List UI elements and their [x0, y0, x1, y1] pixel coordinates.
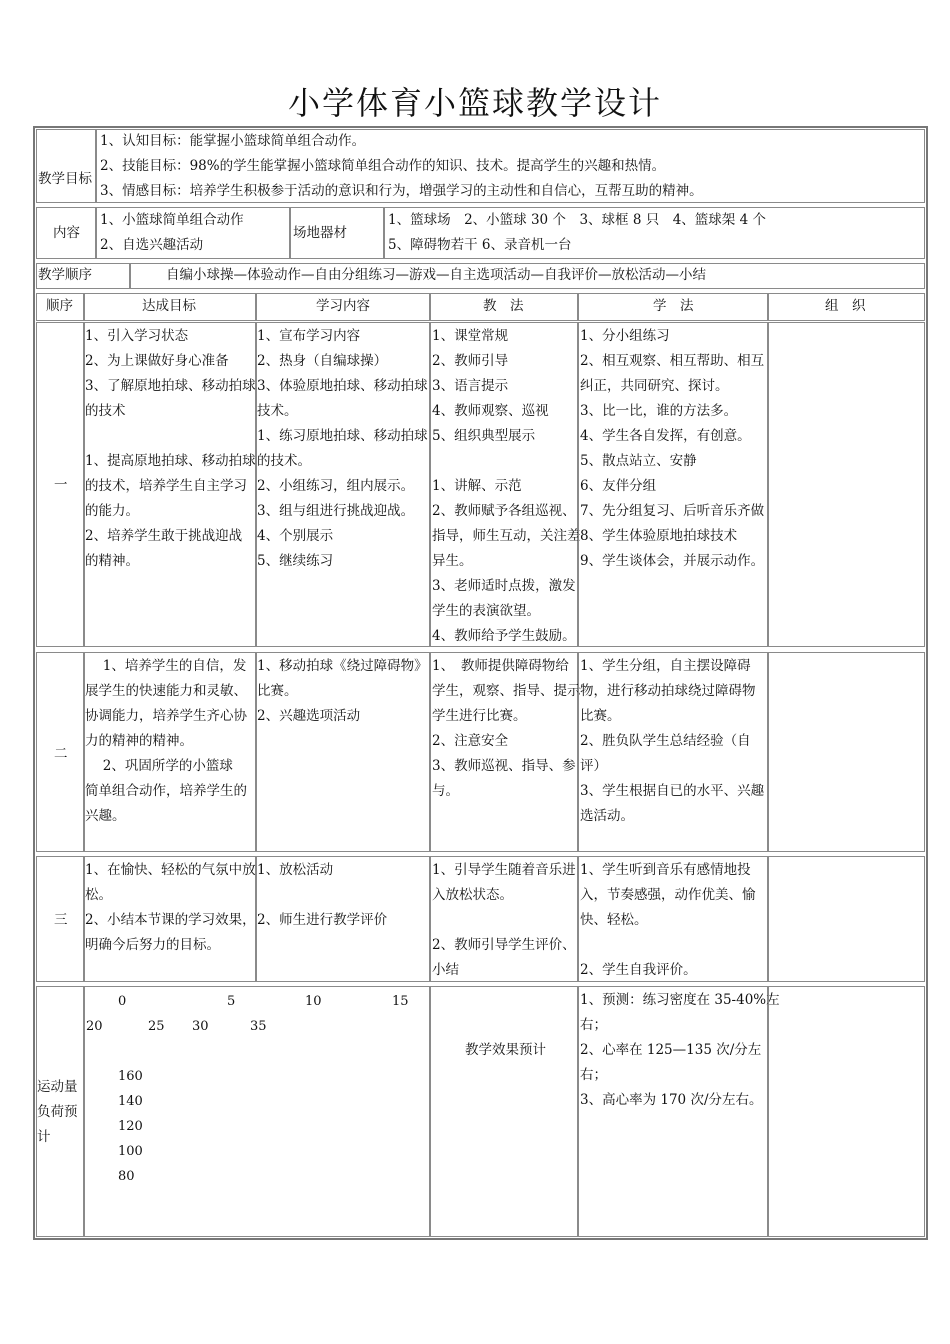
sequence-label: 教学顺序	[38, 267, 92, 283]
effect-label-cell	[430, 986, 578, 1237]
effect-label: 教学效果预计	[465, 1042, 546, 1058]
section-organize-cell	[768, 856, 925, 982]
x-tick: 35	[250, 1019, 267, 1034]
section-content-text: 1、宣布学习内容 2、热身（自编球操） 3、体验原地拍球、移动拍球 技术。 1、练习原地拍球、移动拍球 的技术。 2、小组练习，组内展示。 3、组与组进行挑战迎战。 4、个别展示 5、继续练习	[257, 328, 428, 569]
venue-line: 5、障碍物若干 6、录音机一台	[388, 237, 572, 253]
header-teach: 教 法	[483, 298, 524, 314]
effect-text: 1、预测：练习密度在 35-40%左 右； 2、心率在 125—135 次/分左 右； 3、高心率为 170 次/分左右。	[580, 992, 780, 1108]
goal-line: 1、认知目标：能掌握小篮球简单组合动作。	[100, 133, 366, 149]
y-tick: 160	[118, 1069, 143, 1084]
header-content: 学习内容	[316, 298, 370, 314]
section-goals-text: 1、引入学习状态 2、为上课做好身心准备 3、了解原地拍球、移动拍球 的技术 1、提高原地拍球、移动拍球 的技术，培养学生自主学习 的能力。 2、培养学生敢于挑战迎战 的精神。	[85, 328, 256, 569]
content-label: 内容	[53, 225, 80, 241]
section-goals-text: 1、在愉快、轻松的气氛中放 松。 2、小结本节课的学习效果， 明确今后努力的目标。	[85, 862, 256, 953]
y-tick: 120	[118, 1119, 143, 1134]
venue-label: 场地器材	[293, 225, 347, 241]
goals-label: 教学目标	[38, 171, 92, 187]
section-teach-text: 1、 教师提供障碍物给 学生，观察、指导、提示 学生进行比赛。 2、注意安全 3、教师巡视、指导、参 与。	[432, 658, 581, 799]
content-line: 2、自选兴趣活动	[100, 237, 204, 253]
section-goals-text: 1、培养学生的自信，发 展学生的快速能力和灵敏、 协调能力，培养学生齐心协 力的精神的精神。 2、巩固所学的小篮球 简单组合动作，培养学生的 兴趣。	[85, 658, 247, 824]
section-content-text: 1、放松活动 2、师生进行教学评价	[257, 862, 388, 928]
x-tick: 10	[305, 994, 322, 1009]
x-tick: 20	[86, 1019, 103, 1034]
load-organize-cell	[768, 986, 925, 1237]
section-learn-text: 1、学生听到音乐有感情地投 入，节奏感强，动作优美、愉 快、轻松。 2、学生自我评价。	[580, 862, 756, 978]
section-order: 一	[54, 477, 68, 493]
section-learn-text: 1、分小组练习 2、相互观察、相互帮助、相互 纠正，共同研究、探讨。 3、比一比，谁的方法多。 4、学生各自发挥，有创意。 5、散点站立、安静 6、友伴分组 7、先分组复习、后听音乐齐做 8、学生体验原地拍球技术 9、学生谈体会，并展示动作。	[580, 328, 765, 569]
x-tick: 25	[148, 1019, 165, 1034]
header-goals: 达成目标	[142, 298, 196, 314]
x-tick: 30	[192, 1019, 209, 1034]
y-tick: 80	[118, 1169, 135, 1184]
section-content-text: 1、移动拍球《绕过障碍物》 比赛。 2、兴趣选项活动	[257, 658, 428, 724]
goal-line: 2、技能目标：98%的学生能掌握小篮球简单组合动作的知识、技术。提高学生的兴趣和热情。	[100, 158, 666, 174]
x-tick: 0	[118, 994, 127, 1009]
section-organize-cell	[768, 652, 925, 852]
section-order: 三	[54, 912, 68, 928]
section-organize-cell	[768, 322, 925, 647]
venue-line: 1、篮球场 2、小篮球 30 个 3、球框 8 只 4、篮球架 4 个	[388, 212, 766, 228]
y-tick: 140	[118, 1094, 143, 1109]
section-teach-text: 1、课堂常规 2、教师引导 3、语言提示 4、教师观察、巡视 5、组织典型展示 1、讲解、示范 2、教师赋予各组巡视、 指导，师生互动，关注差 异生。 3、老师适时点拨，激发 学生的表演欲望。 4、教师给予学生鼓励。	[432, 328, 581, 644]
x-tick: 15	[392, 994, 409, 1009]
section-learn-text: 1、学生分组，自主摆设障碍 物，进行移动拍球绕过障碍物 比赛。 2、胜负队学生总结经验（自 评） 3、学生根据自已的水平、兴趣 选活动。	[580, 658, 765, 824]
section-order: 二	[54, 746, 68, 762]
content-line: 1、小篮球简单组合动作	[100, 212, 244, 228]
header-organize: 组 织	[825, 298, 866, 314]
header-order: 顺序	[46, 298, 73, 314]
x-tick: 5	[227, 994, 236, 1009]
sequence-text: 自编小球操—体验动作—自由分组练习—游戏—自主选项活动—自我评价—放松活动—小结	[166, 267, 706, 283]
page-title: 小学体育小篮球教学设计	[287, 84, 662, 122]
goal-line: 3、情感目标：培养学生积极参于活动的意识和行为，增强学习的主动性和自信心，互帮互助的精神。	[100, 183, 703, 199]
header-learn: 学 法	[653, 298, 694, 314]
y-tick: 100	[118, 1144, 143, 1159]
section-teach-text: 1、引导学生随着音乐进 入放松状态。 2、教师引导学生评价、 小结	[432, 862, 576, 978]
load-label: 运动量 负荷预 计	[37, 1079, 78, 1145]
